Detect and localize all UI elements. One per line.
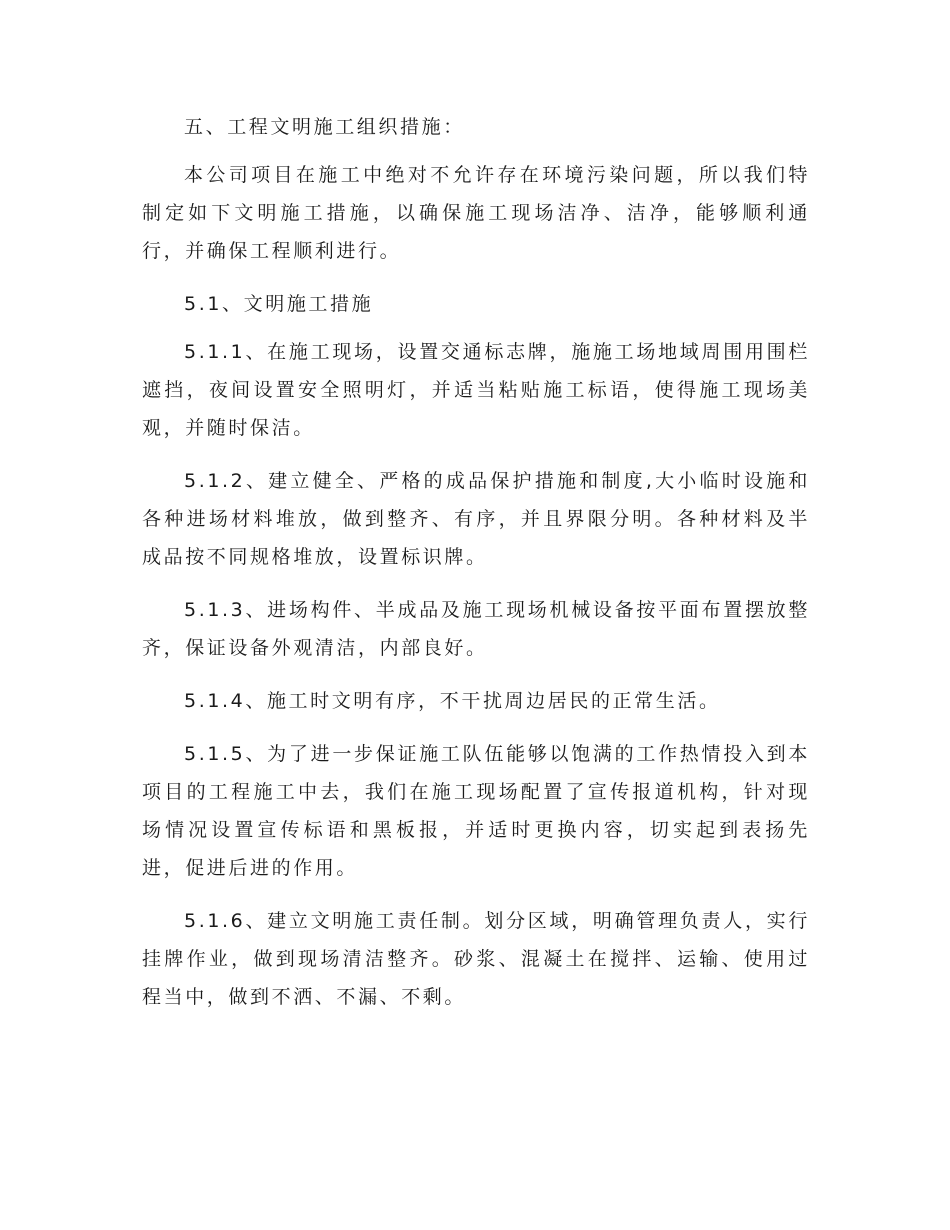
section-heading: 五、工程文明施工组织措施： [184, 116, 465, 138]
document-page [142, 108, 810, 1031]
clause-5-1-4: 5.1.4、施工时文明有序，不干扰周边居民的正常生活。 [184, 690, 721, 712]
clause-5-1-2: 5.1.2、建立健全、严格的成品保护措施和制度,大小临时设施和各种进场材料堆放，做到整齐、有序，并且界限分明。各种材料及半成品按不同规格堆放，设置标识牌。 [142, 470, 810, 568]
clause-5-1-1: 5.1.1、在施工现场，设置交通标志牌，施施工场地域周围用围栏遮挡，夜间设置安全照明灯，并适当粘贴施工标语，使得施工现场美观，并随时保洁。 [142, 341, 810, 439]
clause-5-1-5: 5.1.5、为了进一步保证施工队伍能够以饱满的工作热情投入到本项目的工程施工中去，我们在施工现场配置了宣传报道机构，针对现场情况设置宣传标语和黑板报，并适时更换内容，切实起到表扬先进，促进后进的作用。 [142, 743, 810, 879]
subsection-heading: 5.1、文明施工措施 [184, 293, 374, 315]
intro-paragraph: 本公司项目在施工中绝对不允许存在环境污染问题，所以我们特制定如下文明施工措施，以确保施工现场洁净、洁净，能够顺利通行，并确保工程顺利进行。 [142, 164, 810, 262]
clause-5-1-6: 5.1.6、建立文明施工责任制。划分区域，明确管理负责人，实行挂牌作业，做到现场清洁整齐。砂浆、混凝土在搅拌、运输、使用过程当中，做到不洒、不漏、不剩。 [142, 910, 810, 1008]
clause-5-1-3: 5.1.3、进场构件、半成品及施工现场机械设备按平面布置摆放整齐，保证设备外观清洁，内部良好。 [142, 599, 810, 659]
